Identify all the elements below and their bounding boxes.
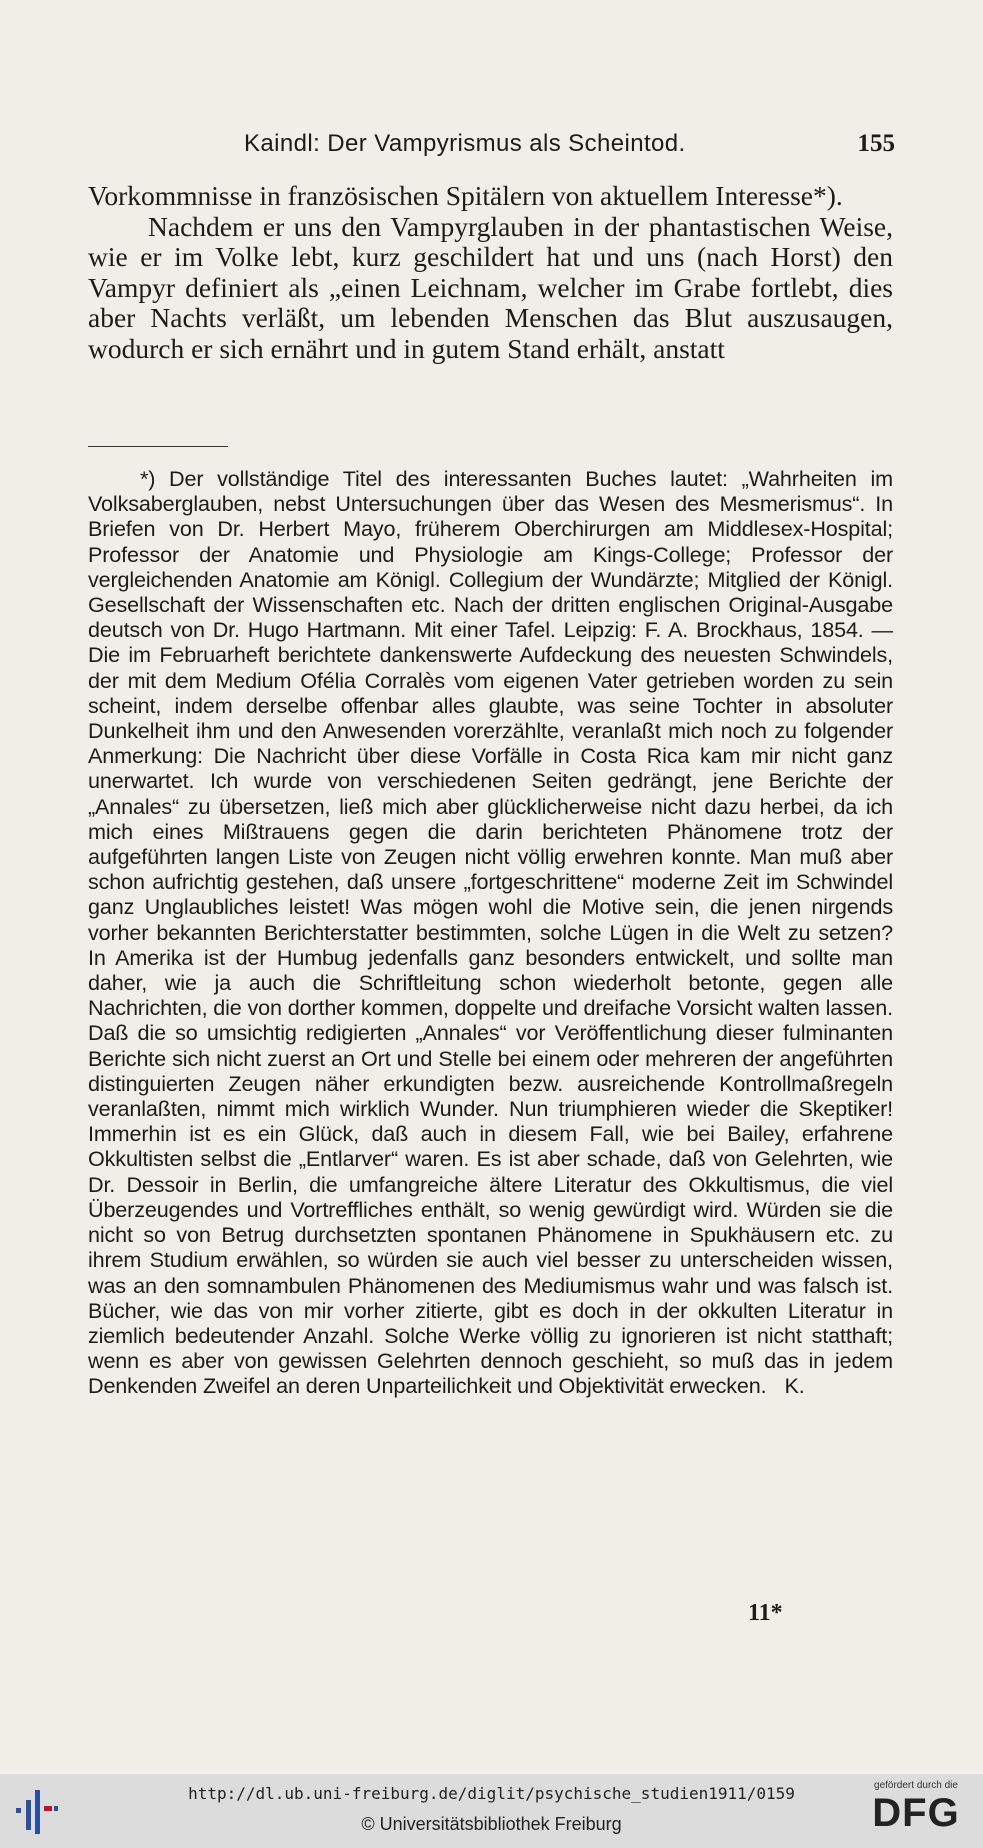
dfg-caption: gefördert durch die <box>874 1780 958 1791</box>
running-header <box>88 130 895 166</box>
source-url-link[interactable]: http://dl.ub.uni-freiburg.de/diglit/psychische_studien1911/0159 <box>188 1784 795 1803</box>
footnote <box>88 466 893 1399</box>
body-paragraph-1: Vorkommnisse in französischen Spitälern von aktuellem Interesse*). <box>88 180 843 211</box>
footnote-divider <box>88 446 228 447</box>
body-paragraph-2: Nachdem er uns den Vampyrglauben in der phantastischen Weise, wie er im Volke lebt, kurz geschildert hat und uns (nach Horst) den Vampyr definiert als „einen Leichnam, welcher im Grabe fortlebt, dies aber Nachts verläßt, um lebenden Menschen das Blut auszusaugen, wodurch er sich ernährt und in gutem Stand erhält, anstatt <box>88 210 893 364</box>
sheet-signature: 11* <box>748 1600 783 1626</box>
body-text <box>88 181 893 364</box>
running-title: Kaindl: Der Vampyrismus als Scheintod. <box>244 130 686 157</box>
page-number: 155 <box>857 130 895 157</box>
footnote-paragraph <box>88 466 893 1399</box>
dfg-wordmark: DFG <box>872 1791 960 1835</box>
viewer-footer <box>0 1774 983 1848</box>
footnote-text: *) Der vollständige Titel des interessanten Buches lautet: „Wahrheiten im Volksaberglauben, nebst Untersuchungen über das Wesen des Mesmerismus“. In Briefen von Dr. Herbert Mayo, früherem Oberchirurgen am Middlesex-Hospital; Professor der Anatomie und Physiologie am Kings-College; Professor der vergleichenden Anatomie am Königl. Collegium der Wundärzte; Mitglied der Königl. Gesellschaft der Wissenschaften etc. Nach der dritten englischen Original-Ausgabe deutsch von Dr. Hugo Hartmann. Mit einer Tafel. Leipzig: F. A. Brockhaus, 1854. — Die im Februarheft berichtete dankenswerte Aufdeckung des neuesten Schwindels, der mit dem Medium Ofélia Corralès vom eigenen Vater getrieben worden zu sein scheint, indem derselbe offenbar alles glaubte, was seine Tochter in absoluter Dunkelheit ihm und den Anwesenden vorerzählte, veranlaßt mich noch zu folgender Anmerkung: Die Nachricht über diese Vorfälle in Costa Rica kam mir nicht ganz unerwartet. Ich wurde von verschiedenen Seiten gedrängt, jene Berichte der „Annales“ zu übersetzen, ließ mich aber glücklicherweise nicht dazu herbei, da ich mich eines Mißtrauens gegen die darin berichteten Phänomene trotz der aufgeführten langen Liste von Zeugen nicht völlig erwehren konnte. Man muß aber schon aufrichtig gestehen, daß unsere „fortgeschrittene“ moderne Zeit im Schwindel ganz Unglaubliches leistet! Was mögen wohl die Motive sein, die jenen nirgends vorher bekannten Berichterstatter bestimmten, solche Lügen in die Welt zu setzen? In Amerika ist der Humbug jedenfalls ganz besonders entwickelt, und sollte man daher, wie ja auch die Schriftleitung schon wiederholt betonte, gegen alle Nachrichten, die von dorther kommen, doppelte und dreifache Vorsicht walten lassen. Daß die so umsichtig redigierten „Annales“ vor Veröffentlichung dieser fulminanten Berichte sich nicht zuerst an Ort und Stelle bei einem oder mehreren der angeführten distinguierten Zeugen näher erkundigten bezw. ausreichende Kontrollmaßregeln veranlaßten, nimmt mich wirklich Wunder. Nun triumphieren wieder die Skeptiker! Immerhin ist es ein Glück, daß auch in diesem Fall, wie bei Bailey, erfahrene Okkultisten selbst die „Entlarver“ waren. Es ist aber schade, daß von Gelehrten, wie Dr. Dessoir in Berlin, die umfangreiche ältere Literatur des Okkultismus, die viel Überzeugendes und Vortreffliches enthält, so wenig gewürdigt wird. Würden sie die nicht so von Betrug durchsetzten spontanen Phänomene in Spukhäusern etc. zu ihrem Studium erwählen, so würden sie auch viel besser zu unterscheiden wissen, was an den somnambulen Phänomenen des Mediumismus wahr und was falsch ist. Bücher, wie das von mir vorher zitierte, gibt es doch in der okkulten Literatur in ziemlich bedeutender Anzahl. Solche Werke völlig zu ignorieren ist nicht statthaft; wenn es aber von gewissen Gelehrten dennoch geschieht, so muß das in jedem Denkenden Zweifel an deren Unparteilichkeit und Objektivität erwecken. <box>88 466 893 1399</box>
footnote-signature: K. <box>784 1373 805 1399</box>
copyright-text: © Universitätsbibliothek Freiburg <box>361 1814 622 1834</box>
dfg-logo[interactable] <box>861 1780 971 1835</box>
